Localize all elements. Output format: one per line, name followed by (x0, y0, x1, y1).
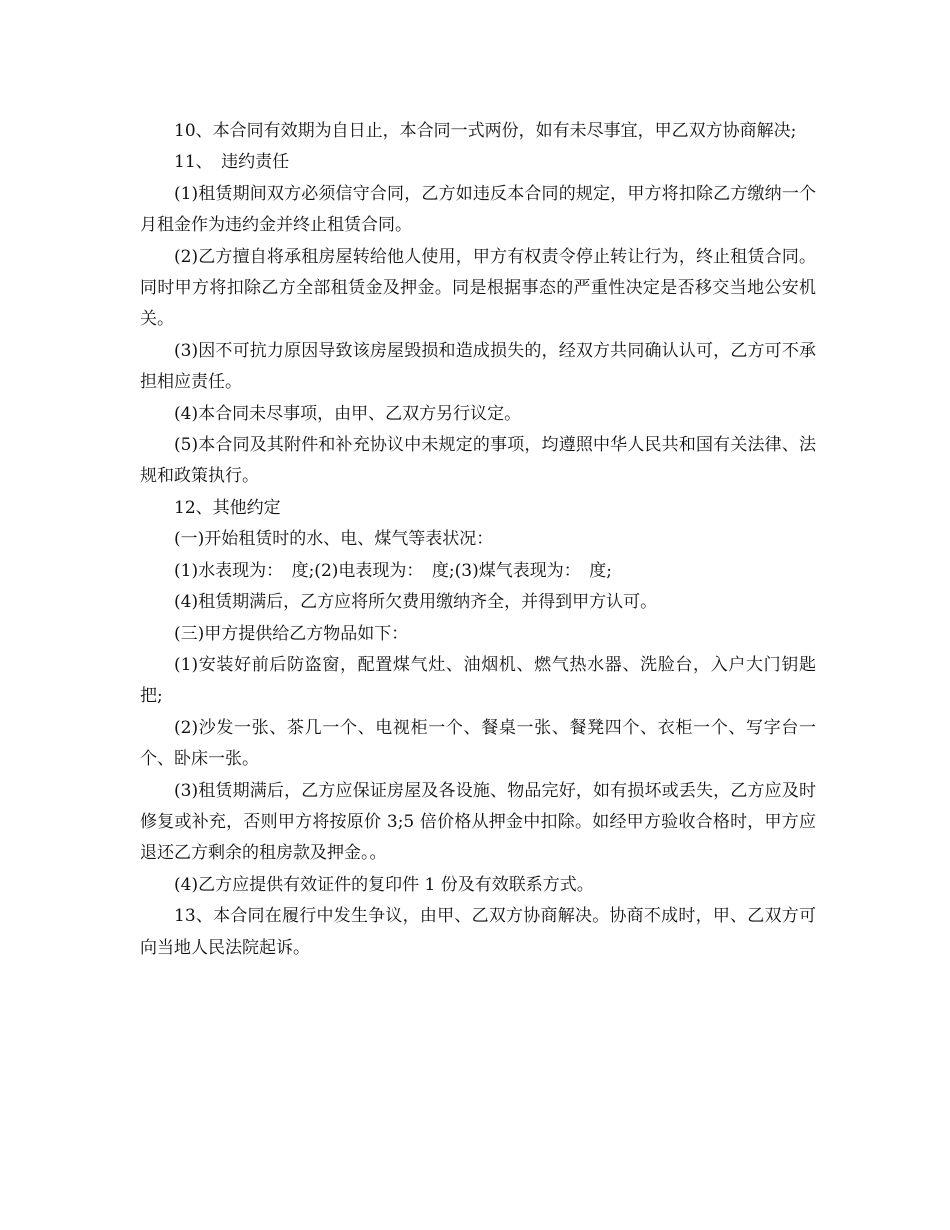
paragraph-breach-4: (4)本合同未尽事项，由甲、乙双方另行议定。 (174, 403, 522, 424)
paragraph-fees-settlement: (4)租赁期满后，乙方应将所欠费用缴纳齐全，并得到甲方认可。 (174, 592, 658, 613)
paragraph-meter-readings: (1)水表现为： 度;(2)电表现为： 度;(3)煤气表现为： 度; (174, 560, 612, 581)
paragraph-validity-term: 10、本合同有效期为自日止，本合同一式两份，如有未尽事宜，甲乙双方协商解决; (174, 121, 797, 141)
heading-breach-liability: 11、 违约责任 (174, 152, 290, 173)
paragraph-dispute-resolution: 13、本合同在履行中发生争议，由甲、乙双方协商解决。协商不成时，甲、乙双方可向当地人民法院起诉。 (140, 906, 816, 958)
paragraph-items-4: (4)乙方应提供有效证件的复印件 1 份及有效联系方式。 (174, 874, 594, 895)
paragraph-breach-2: (2)乙方擅自将承租房屋转给他人使用，甲方有权责令停止转让行为，终止租赁合同。同时甲方将扣除乙方全部租赁金及押金。同是根据事态的严重性决定是否移交当地公安机关。 (140, 246, 816, 330)
paragraph-items-heading: (三)甲方提供给乙方物品如下： (174, 623, 409, 644)
paragraph-items-3: (3)租赁期满后，乙方应保证房屋及各设施、物品完好，如有损坏或丢失，乙方应及时修复或补充，否则甲方将按原价 3;5 倍价格从押金中扣除。如经甲方验收合格时，甲方应退还乙方剩余的租房款及押金。。 (140, 780, 816, 864)
paragraph-breach-1: (1)租赁期间双方必须信守合同，乙方如违反本合同的规定，甲方将扣除乙方缴纳一个月租金作为违约金并终止租赁合同。 (140, 183, 816, 236)
paragraph-breach-5: (5)本合同及其附件和补充协议中未规定的事项，均遵照中华人民共和国有关法律、法规和政策执行。 (140, 435, 816, 487)
paragraph-items-1: (1)安装好前后防盗窗，配置煤气灶、油烟机、燃气热水器、洗脸台，入户大门钥匙 把; (140, 654, 816, 707)
document-body (140, 116, 816, 964)
paragraph-items-2: (2)沙发一张、茶几一个、电视柜一个、餐桌一张、餐凳四个、衣柜一个、写字台一个、卧床一张。 (140, 717, 816, 770)
paragraph-meter-status-heading: (一)开始租赁时的水、电、煤气等表状况： (174, 529, 494, 550)
paragraph-breach-3: (3)因不可抗力原因导致该房屋毁损和造成损失的，经双方共同确认认可，乙方可不承担相应责任。 (140, 340, 816, 393)
heading-other-terms: 12、其他约定 (174, 497, 281, 518)
